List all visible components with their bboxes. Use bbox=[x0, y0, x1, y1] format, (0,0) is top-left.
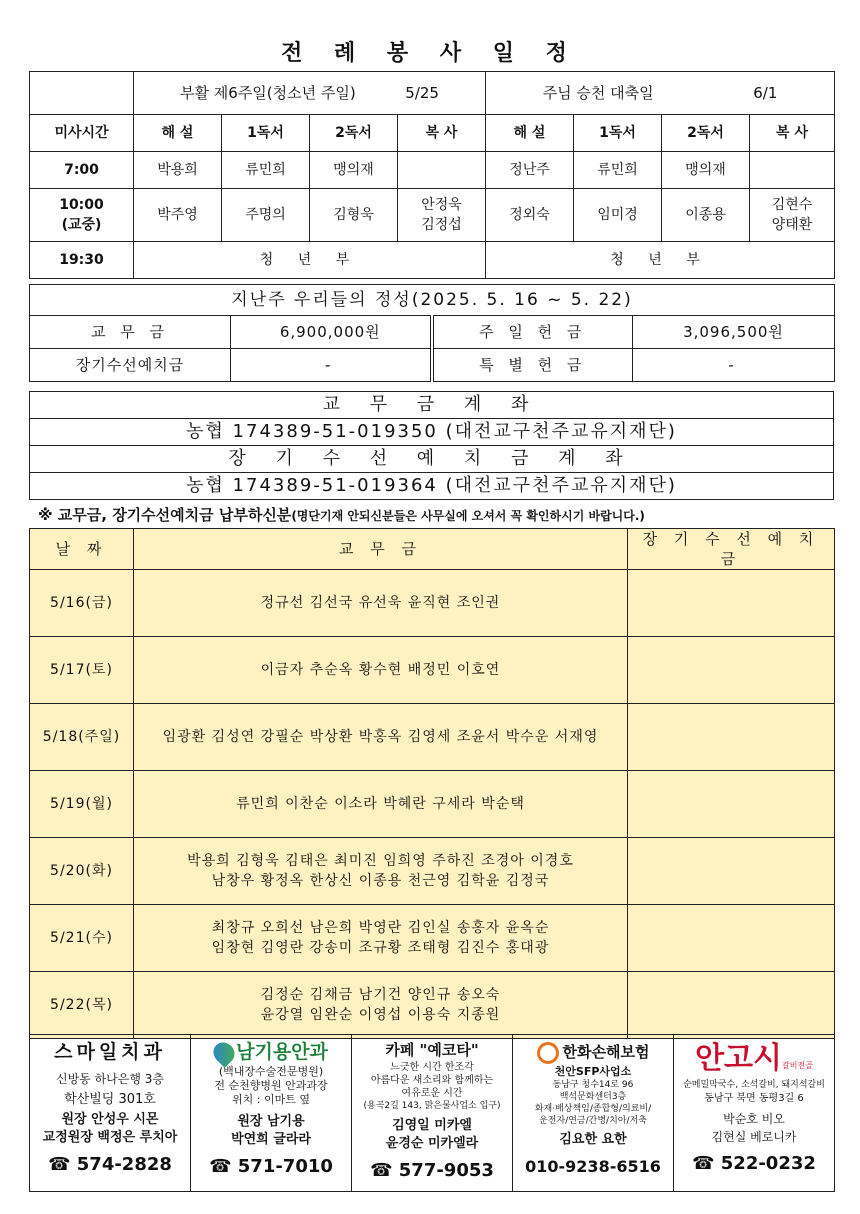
schedule-cell: 맹의재 bbox=[662, 152, 750, 189]
ad-line: 동남구 청수14로 96 bbox=[552, 1080, 634, 1090]
hanwha-logo-icon bbox=[537, 1042, 559, 1064]
dues-names bbox=[134, 905, 628, 972]
ad-phone: ☎ 571-7010 bbox=[209, 1156, 333, 1177]
account-number: 농협 174389-51-019350 (대전교구천주교유지재단) bbox=[30, 419, 834, 446]
dues-repair bbox=[628, 570, 835, 637]
ad-phone: ☎ 577-9053 bbox=[370, 1160, 494, 1181]
schedule-cell bbox=[398, 152, 486, 189]
schedule-cell: 안정욱 김정섭 bbox=[398, 189, 486, 242]
schedule-cell bbox=[750, 152, 835, 189]
dues-date: 5/17(토) bbox=[30, 637, 134, 704]
youth-group-cell: 청 년 부 bbox=[134, 242, 486, 279]
ad-owner: 김영일 미카엘 bbox=[392, 1118, 472, 1133]
ad-owner: 박순호 비오 bbox=[723, 1112, 785, 1126]
dues-table bbox=[29, 528, 835, 1039]
ad-line: 천안SFP사업소 bbox=[554, 1065, 632, 1078]
ad-logo bbox=[674, 1039, 834, 1079]
page-title: 전 례 봉 사 일 정 bbox=[281, 41, 579, 66]
mass-time bbox=[30, 189, 134, 242]
names-line: 이금자 추순옥 황수현 배정민 이호연 bbox=[260, 662, 501, 678]
schedule-cell: 류민희 bbox=[222, 152, 310, 189]
week2-date: 6/1 bbox=[753, 84, 778, 102]
ad-owner: 박연희 글라라 bbox=[231, 1132, 311, 1147]
ad-line: 느긋한 시간 한조각 bbox=[390, 1062, 474, 1073]
ad-smile-dental bbox=[30, 1035, 191, 1192]
ad-owner: 김요한 요한 bbox=[559, 1132, 627, 1147]
eye-drop-icon bbox=[209, 1038, 239, 1068]
notice-detail: (명단기재 안되신분들은 사무실에 오셔서 꼭 확인하시기 바랍니다.) bbox=[291, 509, 645, 523]
youth-group-cell: 청 년 부 bbox=[486, 242, 835, 279]
dues-names bbox=[134, 637, 628, 704]
ad-phone: ☎ 522-0232 bbox=[692, 1153, 816, 1174]
schedule-cell: 정외숙 bbox=[486, 189, 574, 242]
ad-line: 화재·배상책임/종합형/의료비/ bbox=[534, 1104, 652, 1114]
ad-line: 동남구 북면 동평3길 6 bbox=[704, 1093, 804, 1104]
liturgy-schedule-table bbox=[29, 71, 835, 279]
offering-label: 장기수선예치금 bbox=[30, 349, 231, 382]
ad-phone: 010-9238-6516 bbox=[525, 1157, 661, 1176]
dues-names bbox=[134, 771, 628, 838]
ad-owner: 원장 남기용 bbox=[237, 1114, 305, 1129]
ad-line: 학산빌딩 301호 bbox=[64, 1092, 156, 1107]
dues-repair bbox=[628, 905, 835, 972]
ad-owner: 김현실 베로니카 bbox=[711, 1130, 797, 1144]
ad-line: 신방동 하나은행 3층 bbox=[55, 1072, 164, 1086]
offering-value: 6,900,000원 bbox=[231, 316, 432, 349]
names-line: 류민희 이찬순 이소라 박혜란 구세라 박순택 bbox=[236, 796, 525, 812]
ad-line: 여유로운 시간 bbox=[401, 1088, 463, 1099]
ad-line: 아름다운 새소리와 함께하는 bbox=[370, 1075, 494, 1086]
role-header: 1독서 bbox=[574, 115, 662, 152]
role-header: 2독서 bbox=[310, 115, 398, 152]
dues-repair-header: 장 기 수 선 예 치 금 bbox=[628, 529, 835, 570]
week2-header bbox=[486, 72, 835, 115]
names-line: 윤강열 임완순 이영섭 이용숙 지종원 bbox=[260, 1007, 501, 1023]
schedule-cell: 박용희 bbox=[134, 152, 222, 189]
offering-value: - bbox=[633, 349, 835, 382]
offering-table bbox=[29, 284, 835, 382]
week1-name: 부활 제6주일(청소년 주일) bbox=[180, 84, 356, 102]
offering-label: 주 일 헌 금 bbox=[432, 316, 633, 349]
schedule-cell: 이종용 bbox=[662, 189, 750, 242]
offering-label: 특 별 헌 금 bbox=[432, 349, 633, 382]
role-header: 해 설 bbox=[134, 115, 222, 152]
account-number: 농협 174389-51-019364 (대전교구천주교유지재단) bbox=[30, 473, 834, 500]
names-line: 박용희 김형욱 김태은 최미진 임희영 주하진 조경아 이경호 bbox=[187, 853, 574, 869]
week1-header bbox=[134, 72, 486, 115]
dues-names bbox=[134, 704, 628, 771]
corner-cell bbox=[30, 72, 134, 115]
ad-name: 남기용안과 bbox=[236, 1041, 328, 1063]
ad-logo bbox=[513, 1039, 673, 1065]
dues-date: 5/19(월) bbox=[30, 771, 134, 838]
ad-logo bbox=[191, 1039, 351, 1065]
ad-owner: 윤경순 미카엘라 bbox=[385, 1136, 479, 1151]
mass-time-value: 10:00 bbox=[59, 197, 104, 213]
schedule-cell: 정난주 bbox=[486, 152, 574, 189]
dues-date: 5/22(목) bbox=[30, 972, 134, 1039]
notice-main: ※ 교무금, 장기수선예치금 납부하신분 bbox=[38, 506, 292, 524]
offering-heading: 지난주 우리들의 정성(2025. 5. 16 ~ 5. 22) bbox=[30, 285, 835, 316]
schedule-cell: 박주영 bbox=[134, 189, 222, 242]
mass-time: 7:00 bbox=[30, 152, 134, 189]
role-header: 1독서 bbox=[222, 115, 310, 152]
dues-names bbox=[134, 570, 628, 637]
schedule-cell: 맹의재 bbox=[310, 152, 398, 189]
role-header: 2독서 bbox=[662, 115, 750, 152]
ad-name: 안고시 bbox=[695, 1041, 783, 1076]
dues-names bbox=[134, 972, 628, 1039]
schedule-cell: 김현수 양태환 bbox=[750, 189, 835, 242]
ad-nam-eye-clinic bbox=[191, 1035, 352, 1192]
dues-repair bbox=[628, 838, 835, 905]
offering-value: - bbox=[231, 349, 432, 382]
schedule-cell: 임미경 bbox=[574, 189, 662, 242]
dues-date: 5/20(화) bbox=[30, 838, 134, 905]
dues-repair bbox=[628, 771, 835, 838]
role-header: 해 설 bbox=[486, 115, 574, 152]
mass-time-header: 미사시간 bbox=[30, 115, 134, 152]
mass-time-note: (교중) bbox=[61, 217, 102, 233]
names-line: 김정순 김채금 남기건 양인규 송오숙 bbox=[260, 987, 501, 1003]
role-header: 복 사 bbox=[398, 115, 486, 152]
ad-name: 한화손해보험 bbox=[562, 1043, 650, 1061]
ads-table bbox=[29, 1034, 835, 1192]
schedule-cell: 김형욱 bbox=[310, 189, 398, 242]
payment-notice bbox=[38, 504, 645, 525]
names-line: 임광환 김성연 강필순 박상환 박홍옥 김영세 조윤서 박수운 서재영 bbox=[162, 729, 599, 745]
dues-date-header: 날 짜 bbox=[30, 529, 134, 570]
role-header: 복 사 bbox=[750, 115, 835, 152]
dues-names bbox=[134, 838, 628, 905]
mass-time: 19:30 bbox=[30, 242, 134, 279]
ad-name: 카페 "예코타" bbox=[385, 1041, 479, 1059]
dues-date: 5/16(금) bbox=[30, 570, 134, 637]
dues-repair bbox=[628, 704, 835, 771]
dues-date: 5/21(수) bbox=[30, 905, 134, 972]
dues-date: 5/18(주일) bbox=[30, 704, 134, 771]
account-label: 장 기 수 선 예 치 금 계 좌 bbox=[30, 446, 834, 473]
account-label: 교 무 금 계 좌 bbox=[30, 392, 834, 419]
ad-line: 순메밀막국수, 소석갈비, 돼지석갈비 bbox=[683, 1080, 825, 1090]
ad-line: 운전자/연금/간병/치아/저축 bbox=[539, 1116, 647, 1126]
names-line: 남창우 황정옥 한상신 이종용 천근영 김학윤 김정국 bbox=[211, 873, 550, 889]
names-line: 정규선 김선국 유선욱 윤직현 조인권 bbox=[260, 595, 501, 611]
ad-phone: ☎ 574-2828 bbox=[48, 1154, 172, 1175]
ad-line: (백내장수술전문병원) bbox=[218, 1065, 324, 1078]
ad-cafe-ecotar bbox=[352, 1035, 513, 1192]
week1-date: 5/25 bbox=[405, 84, 439, 102]
names-line: 최창규 오희선 남은희 박영란 김인실 송홍자 윤옥순 bbox=[211, 920, 550, 936]
offering-value: 3,096,500원 bbox=[633, 316, 835, 349]
schedule-cell: 류민희 bbox=[574, 152, 662, 189]
ad-line: 전 순천향병원 안과과장 bbox=[214, 1079, 328, 1092]
ad-line: 백석문화센터3층 bbox=[559, 1092, 627, 1102]
ad-hanwha-insurance bbox=[513, 1035, 674, 1192]
schedule-cell: 주명의 bbox=[222, 189, 310, 242]
ad-angosi-restaurant bbox=[674, 1035, 835, 1192]
ad-line: 위치 : 이마트 옆 bbox=[232, 1093, 310, 1106]
offering-label: 교 무 금 bbox=[30, 316, 231, 349]
names-line: 임창현 김영란 강송미 조규황 조태형 김진수 홍대광 bbox=[211, 940, 550, 956]
ad-owner: 교정원장 백정은 루치아 bbox=[42, 1130, 178, 1145]
ad-owner: 원장 안성우 시몬 bbox=[61, 1112, 159, 1127]
ad-tag: 갈비전골 bbox=[782, 1061, 813, 1070]
dues-repair bbox=[628, 972, 835, 1039]
ad-name: 스마일치과 bbox=[54, 1041, 166, 1063]
ad-line: (용곡2길 143, 맑은물사업소 입구) bbox=[363, 1101, 501, 1111]
dues-names-header: 교 무 금 bbox=[134, 529, 628, 570]
dues-repair bbox=[628, 637, 835, 704]
week2-name: 주님 승천 대축일 bbox=[542, 84, 654, 102]
account-table bbox=[29, 391, 834, 500]
